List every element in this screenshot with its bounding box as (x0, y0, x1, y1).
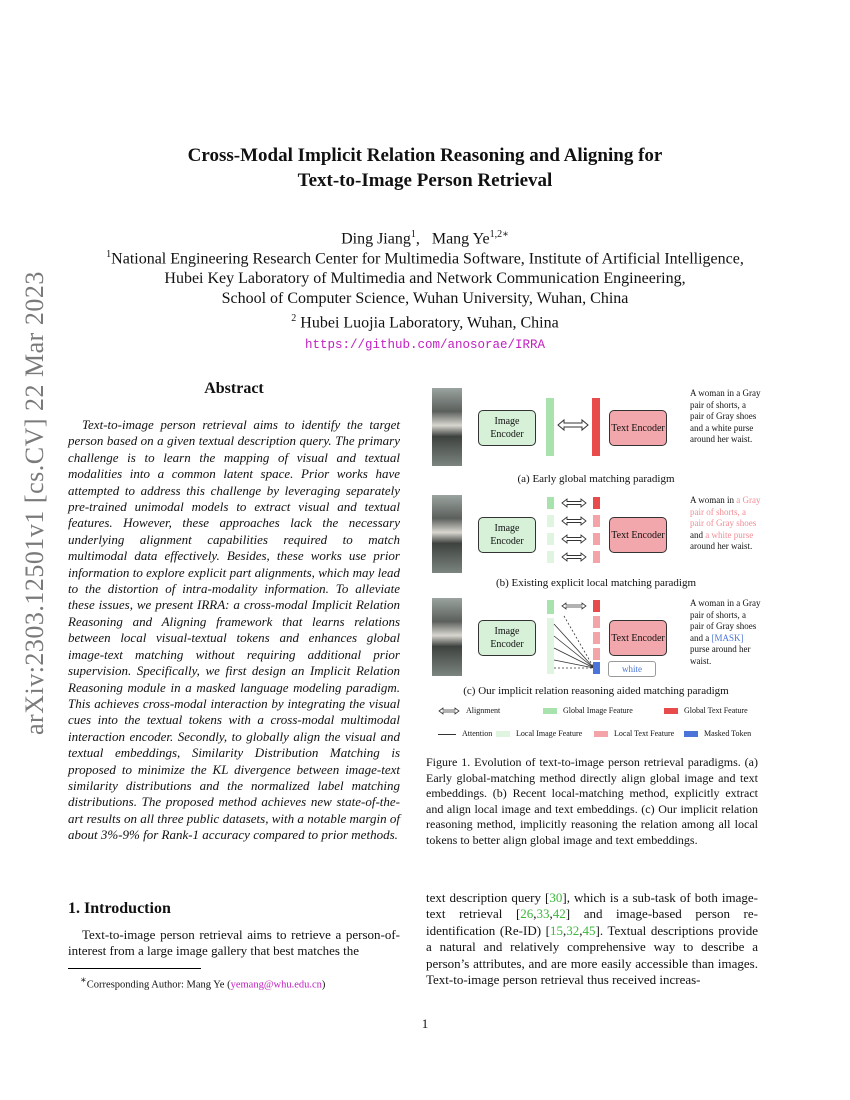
affil-line-4: Hubei Luojia Laboratory, Wuhan, China (300, 314, 559, 332)
text-run: ]. Textual descriptions provide a natural and relatively comprehensive way to describe a person’s attributes, and are more easily accessible than images. Text-to-image person retrieval thus received increas- (426, 922, 758, 988)
affiliations (60, 245, 790, 355)
citation-link[interactable]: 30 (549, 890, 563, 905)
desc-c-part: purse around her waist. (690, 644, 751, 666)
legend-global-text (664, 706, 748, 715)
alignment-legend-icon (438, 706, 460, 716)
citation-link[interactable]: 32 (566, 922, 580, 938)
figure-caption: Figure 1. Evolution of text-to-image person retrieval paradigms. (a) Early global-matching method directly align global image and text embeddings. (b) Recent local-matching method, explicitly extract and align local image and text embeddings. (c) Our implicit relation reasoning method, implicitly reasoning the relation among all local tokens to better align global image and text embeddings. (426, 755, 758, 847)
global-text-feature-bar (592, 398, 600, 456)
person-photo (432, 495, 462, 573)
masked-token (593, 662, 600, 674)
footnote-mark: ∗ (80, 975, 87, 986)
subcaption-b: (b) Existing explicit local matching paradigm (495, 577, 697, 589)
citation-link[interactable]: 26 (520, 906, 534, 922)
local-text-token (593, 533, 600, 545)
desc-b-highlight: a (734, 495, 743, 505)
global-text-token (593, 497, 600, 509)
legend-local-image (496, 729, 582, 738)
alignment-arrow-icon (556, 418, 590, 432)
intro-heading: 1. Introduction (68, 900, 171, 917)
title-line-2: Text-to-Image Person Retrieval (297, 170, 553, 191)
figure-panel-b (426, 495, 766, 589)
legend-swatch (496, 731, 510, 737)
affil-sup-2: 2 (291, 313, 297, 325)
footnote-email-link[interactable]: yemang@whu.edu.cn (230, 979, 322, 991)
arxiv-watermark: arXiv:2303.12501v1 [cs.CV] 22 Mar 2023 (20, 271, 49, 735)
citation-link[interactable]: 42 (552, 906, 566, 922)
legend-local-text-label: Local Text Feature (614, 729, 675, 738)
legend-attention (438, 729, 492, 738)
legend-swatch (543, 708, 557, 714)
desc-b-part: in (727, 495, 735, 505)
author-2-sup: 1,2∗ (489, 229, 509, 240)
legend-swatch (684, 731, 698, 737)
masked-word-box: white (608, 661, 656, 677)
desc-b-part: and (690, 529, 706, 540)
legend-global-image (543, 706, 633, 715)
desc-c-mask: [MASK] (711, 632, 744, 643)
legend-masked-label: Masked Token (704, 729, 752, 738)
legend-alignment (438, 706, 500, 716)
repo-link[interactable]: https://github.com/anosorae/IRRA (304, 337, 546, 352)
text-run: ], which is a sub-task of both image-text retrieval [ (426, 890, 759, 922)
citation-link[interactable]: 33 (536, 906, 550, 922)
figure-panel-a (426, 388, 766, 485)
text-encoder-box: Text Encoder (609, 517, 667, 553)
intro-text-right-column: text description query [30], which is a sub-task of both image-text retrieval [26,33,42] and image-based person re-identification (Re-ID) [15,32,45]. Textual descriptions provide a natural and relatively comprehensive way to describe a person’s attributes, and are more easily accessible than images. Text-to-image person retrieval thus received increas- (426, 890, 759, 988)
text-run: text description query [ (426, 890, 550, 905)
local-text-token (593, 551, 600, 563)
figure-panel-c (426, 598, 766, 697)
legend-local-image-label: Local Image Feature (516, 729, 583, 738)
desc-b-part: around her waist. (690, 541, 753, 551)
author-2: Mang Ye (431, 230, 490, 248)
footnote (80, 975, 400, 991)
desc-c-part: A woman in a Gray pair of shorts, a pair of Gray shoes and a (690, 598, 761, 643)
footnote-rule (68, 968, 201, 969)
affil-line-3: School of Computer Science, Wuhan University, Wuhan, China (221, 290, 629, 308)
local-image-token (547, 533, 554, 545)
subcaption-c: (c) Our implicit relation reasoning aided matching paradigm (463, 685, 729, 697)
text-run: ] and image-based person re-identification (Re-ID) [ (426, 906, 758, 938)
image-encoder-box: Image Encoder (478, 620, 536, 656)
legend-attention-label: Attention (462, 729, 493, 738)
legend-swatch (594, 731, 608, 737)
title-line-1: Cross-Modal Implicit Relation Reasoning and Aligning for (187, 145, 663, 166)
image-encoder-box: Image Encoder (478, 410, 536, 446)
image-encoder-box: Image Encoder (478, 517, 536, 553)
legend-global-image-label: Global Image Feature (563, 706, 633, 715)
footnote-text: Corresponding Author: Mang Ye ( (86, 979, 231, 991)
page-number: 1 (421, 1016, 429, 1031)
affil-line-1: National Engineering Research Center for Multimedia Software, Institute of Artificial Intelligence, (111, 250, 744, 268)
legend-alignment-label: Alignment (466, 706, 501, 715)
affil-sup-1: 1 (106, 249, 112, 260)
abstract-heading: Abstract (204, 380, 264, 397)
text-encoder-box: Text Encoder (609, 620, 667, 656)
paper-title (80, 143, 770, 193)
alignment-arrows-icon (560, 495, 588, 565)
local-text-token (593, 648, 600, 660)
affil-line-2: Hubei Key Laboratory of Multimedia and Network Communication Engineering, (164, 270, 686, 288)
desc-b-part: A woman (690, 495, 727, 505)
legend-global-text-label: Global Text Feature (684, 706, 748, 715)
attention-legend-line (438, 734, 456, 735)
local-text-token (593, 632, 600, 644)
subcaption-a: (a) Early global matching paradigm (517, 473, 675, 485)
global-text-token (593, 600, 600, 612)
text-description-b (690, 495, 762, 553)
author-1: Ding Jiang (341, 230, 411, 248)
person-photo (432, 598, 462, 676)
global-image-feature-bar (546, 398, 554, 456)
text-encoder-box: Text Encoder (609, 410, 667, 446)
attention-lines-icon (552, 598, 596, 674)
local-text-token (593, 515, 600, 527)
author-1-sup: 1 (410, 229, 416, 240)
legend-masked (684, 729, 751, 738)
text-description-a: A woman in a Gray pair of shorts, a pair of Gray shoes and a white purse around her waist. (690, 388, 761, 444)
footnote-close: ) (321, 979, 326, 991)
citation-link[interactable]: 45 (582, 922, 596, 938)
global-image-token (547, 497, 554, 509)
citation-link[interactable]: 15 (550, 922, 563, 938)
person-photo (432, 388, 462, 466)
legend-local-text (594, 729, 674, 738)
local-image-token (547, 551, 554, 563)
author-list: Ding Jiang$^1$, Mang $Ye^{1,2∗}$ (341, 229, 509, 248)
intro-text: Text-to-image person retrieval aims to retrieve a person-of-interest from a large image gallery that best matches the (68, 927, 400, 959)
desc-b-highlight: Gray pair of shorts, a pair of Gray shoes (690, 495, 761, 528)
desc-b-highlight: a white purse (705, 529, 754, 540)
local-text-token (593, 616, 600, 628)
local-image-token (547, 515, 554, 527)
text-description-c (690, 598, 762, 667)
legend-swatch (664, 708, 678, 714)
abstract-text: Text-to-image person retrieval aims to identify the target person based on a given textual description query. The primary challenge is to learn the mapping of visual and textual modalities into a common latent space. Prior works have attempted to address this challenge by leveraging separately pre-trained unimodal models to extract visual and textual features. However, these approaches lack the necessary underlying alignment capabilities required to match multimodal data effectively. Besides, these works use prior information to explore explicit part alignments, which may lead to the distortion of intra-modality information. To alleviate these issues, we present IRRA: a cross-modal Implicit Relation Reasoning and Aligning framework that learns relations between local visual-textual tokens and enhances global image-text matching without requiring additional prior supervision. Specifically, we first design an Implicit Relation Reasoning module in a masked language modeling paradigm. This achieves cross-modal interaction by integrating the visual cues into the textual tokens with a cross-modal multimodal interaction encoder. Secondly, to globally align the visual and textual embeddings, Similarity Distribution Matching is proposed to minimize the KL divergence between image-text similarity distributions and the normalized label matching distributions. The proposed method achieves new state-of-the-art results on all three public datasets, with a notable margin of about 3%-9% for Rank-1 accuracy compared to prior methods. (68, 417, 400, 843)
